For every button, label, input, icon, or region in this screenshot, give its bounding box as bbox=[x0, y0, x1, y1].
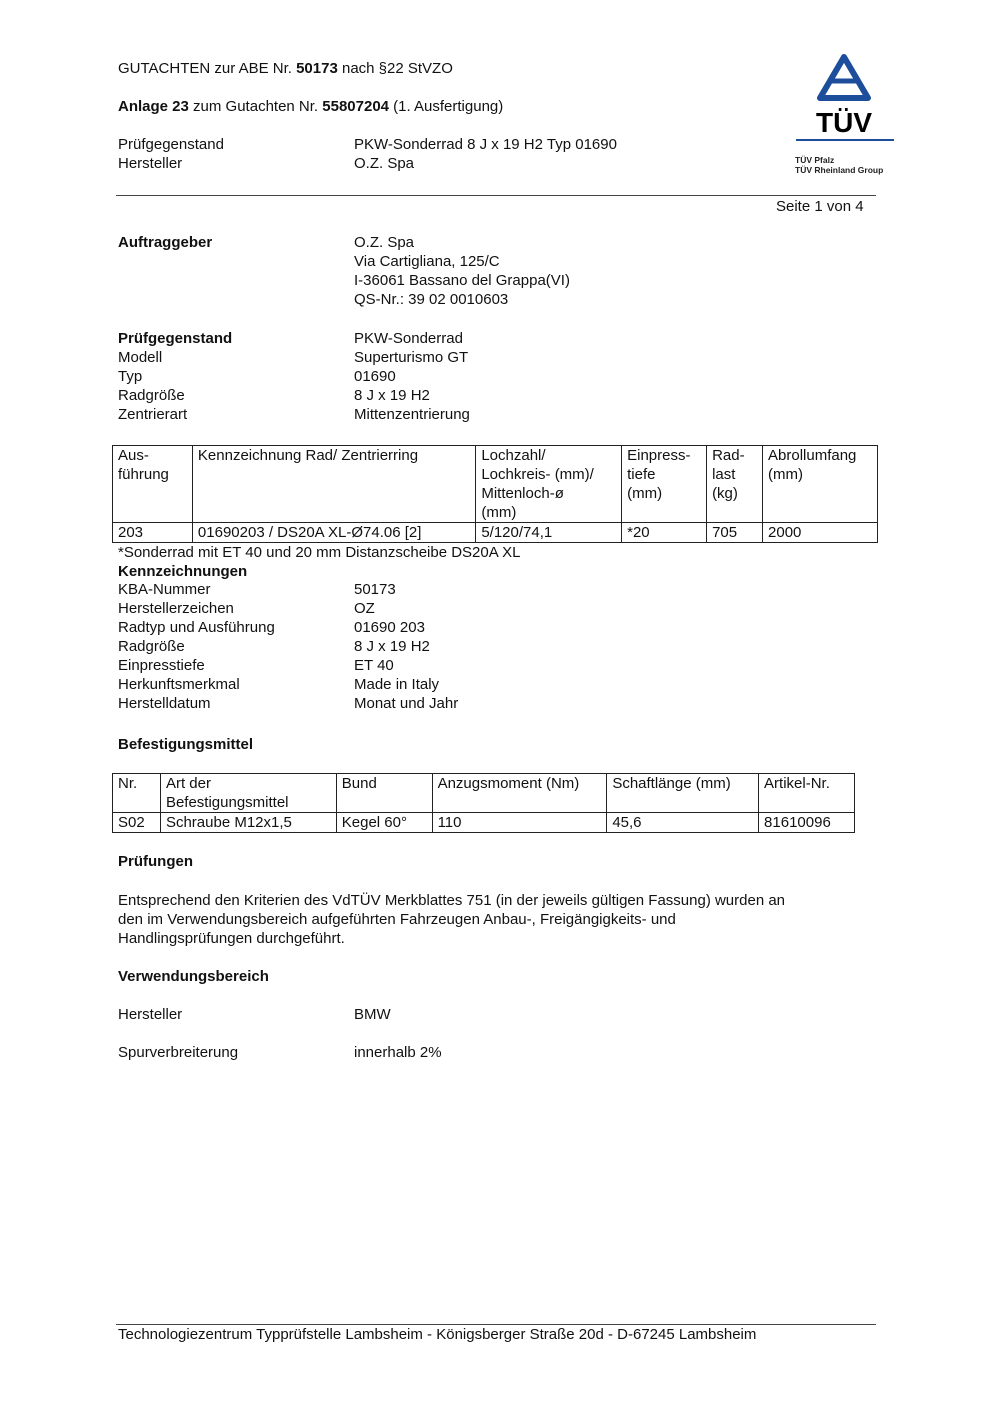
wheel-header-cell: Einpress- tiefe (mm) bbox=[622, 446, 707, 523]
wheel-cell: *20 bbox=[622, 523, 707, 543]
marking-label: Radtyp und Ausführung bbox=[118, 619, 275, 636]
auftraggeber-line: Via Cartigliana, 125/C bbox=[354, 253, 500, 270]
fastener-table bbox=[112, 773, 855, 833]
fastener-table-header bbox=[113, 774, 855, 813]
spec-value: 8 J x 19 H2 bbox=[354, 387, 430, 404]
marking-value: 01690 203 bbox=[354, 619, 425, 636]
fastener-cell: S02 bbox=[113, 813, 161, 833]
wheel-header-cell: Rad- last (kg) bbox=[707, 446, 763, 523]
wheel-table bbox=[112, 445, 878, 543]
verwendung-title: Verwendungsbereich bbox=[118, 968, 269, 985]
fastener-header-cell: Art der Befestigungsmittel bbox=[160, 774, 336, 813]
spec-label: Zentrierart bbox=[118, 406, 188, 423]
auftraggeber-line: QS-Nr.: 39 02 0010603 bbox=[354, 291, 509, 308]
fastener-header-cell: Artikel-Nr. bbox=[759, 774, 855, 813]
marking-value: ET 40 bbox=[354, 657, 394, 674]
pruefgegenstand-value: PKW-Sonderrad bbox=[354, 330, 463, 347]
wheel-cell: 01690203 / DS20A XL-Ø74.06 [2] bbox=[192, 523, 475, 543]
wheel-cell: 5/120/74,1 bbox=[476, 523, 622, 543]
fastener-header-cell: Schaftlänge (mm) bbox=[607, 774, 759, 813]
tuv-logo-word: TÜV bbox=[816, 107, 872, 138]
verwendung-value: BMW bbox=[354, 1006, 391, 1023]
marking-value: Made in Italy bbox=[354, 676, 440, 693]
fastener-cell: 45,6 bbox=[607, 813, 759, 833]
fastener-cell: Kegel 60° bbox=[336, 813, 432, 833]
fastener-header-cell: Nr. bbox=[113, 774, 161, 813]
header-line-1: GUTACHTEN zur ABE Nr. 50173 nach §22 StVZO bbox=[118, 60, 453, 77]
pruefungen-line: Entsprechend den Kriterien des VdTÜV Merkblattes 751 (in der jeweils gültigen Fassung) wurden an bbox=[118, 892, 786, 909]
pruefgegenstand-label: Prüfgegenstand bbox=[118, 330, 233, 347]
auftraggeber-label: Auftraggeber bbox=[118, 234, 213, 251]
marking-value: 8 J x 19 H2 bbox=[354, 638, 430, 655]
tuv-logo-sub2: TÜV Rheinland Group bbox=[795, 165, 884, 175]
wheel-header-cell: Abrollumfang (mm) bbox=[763, 446, 878, 523]
wheel-cell: 203 bbox=[113, 523, 193, 543]
wheel-header-cell: Aus- führung bbox=[113, 446, 193, 523]
marking-label: Herstellerzeichen bbox=[118, 600, 234, 617]
wheel-table-header bbox=[113, 446, 878, 523]
marking-value: Monat und Jahr bbox=[354, 695, 459, 712]
header-value: PKW-Sonderrad 8 J x 19 H2 Typ 01690 bbox=[354, 136, 617, 153]
table-row bbox=[113, 523, 878, 543]
verwendung-label: Hersteller bbox=[118, 1006, 183, 1023]
tuv-logo bbox=[792, 54, 896, 178]
fastener-cell: Schraube M12x1,5 bbox=[160, 813, 336, 833]
fastener-cell: 110 bbox=[432, 813, 607, 833]
marking-label: KBA-Nummer bbox=[118, 581, 211, 598]
spec-label: Radgröße bbox=[118, 387, 185, 404]
kennzeichnungen-title: Kennzeichnungen bbox=[118, 563, 248, 580]
footer-text: Technologiezentrum Typprüfstelle Lambsheim - Königsberger Straße 20d - D-67245 Lambsheim bbox=[118, 1326, 757, 1343]
spec-value: Superturismo GT bbox=[354, 349, 469, 366]
wheel-cell: 2000 bbox=[763, 523, 878, 543]
verwendung-label: Spurverbreiterung bbox=[118, 1044, 239, 1061]
header-value: O.Z. Spa bbox=[354, 155, 415, 172]
wheel-header-cell: Kennzeichnung Rad/ Zentrierring bbox=[192, 446, 475, 523]
wheel-footnote: *Sonderrad mit ET 40 und 20 mm Distanzscheibe DS20A XL bbox=[118, 544, 521, 561]
tuv-logo-sub1: TÜV Pfalz bbox=[795, 155, 835, 165]
marking-value: 50173 bbox=[354, 581, 396, 598]
header-divider bbox=[116, 195, 876, 196]
header-line-2: Anlage 23 zum Gutachten Nr. 55807204 (1. Ausfertigung) bbox=[118, 98, 504, 115]
befestigung-title: Befestigungsmittel bbox=[118, 736, 254, 753]
pruefungen-line: Handlingsprüfungen durchgeführt. bbox=[118, 930, 345, 947]
header-label: Prüfgegenstand bbox=[118, 136, 224, 153]
marking-value: OZ bbox=[354, 600, 375, 617]
spec-value: Mittenzentrierung bbox=[354, 406, 470, 423]
spec-label: Typ bbox=[118, 368, 143, 385]
verwendung-value: innerhalb 2% bbox=[354, 1044, 442, 1061]
auftraggeber-line: I-36061 Bassano del Grappa(VI) bbox=[354, 272, 570, 289]
marking-label: Einpresstiefe bbox=[118, 657, 205, 674]
spec-label: Modell bbox=[118, 349, 163, 366]
table-row bbox=[113, 813, 855, 833]
page-number: Seite 1 von 4 bbox=[776, 198, 864, 215]
wheel-header-cell: Lochzahl/ Lochkreis- (mm)/ Mittenloch-ø (mm) bbox=[476, 446, 622, 523]
marking-label: Radgröße bbox=[118, 638, 185, 655]
tuv-triangle-icon bbox=[792, 54, 896, 178]
wheel-cell: 705 bbox=[707, 523, 763, 543]
marking-label: Herkunftsmerkmal bbox=[118, 676, 240, 693]
header-label: Hersteller bbox=[118, 155, 183, 172]
fastener-cell: 81610096 bbox=[759, 813, 855, 833]
pruefungen-line: den im Verwendungsbereich aufgeführten Fahrzeugen Anbau-, Freigängigkeits- und bbox=[118, 911, 676, 928]
pruefungen-title: Prüfungen bbox=[118, 853, 193, 870]
spec-value: 01690 bbox=[354, 368, 396, 385]
auftraggeber-line: O.Z. Spa bbox=[354, 234, 415, 251]
fastener-header-cell: Anzugsmoment (Nm) bbox=[432, 774, 607, 813]
fastener-header-cell: Bund bbox=[336, 774, 432, 813]
marking-label: Herstelldatum bbox=[118, 695, 211, 712]
